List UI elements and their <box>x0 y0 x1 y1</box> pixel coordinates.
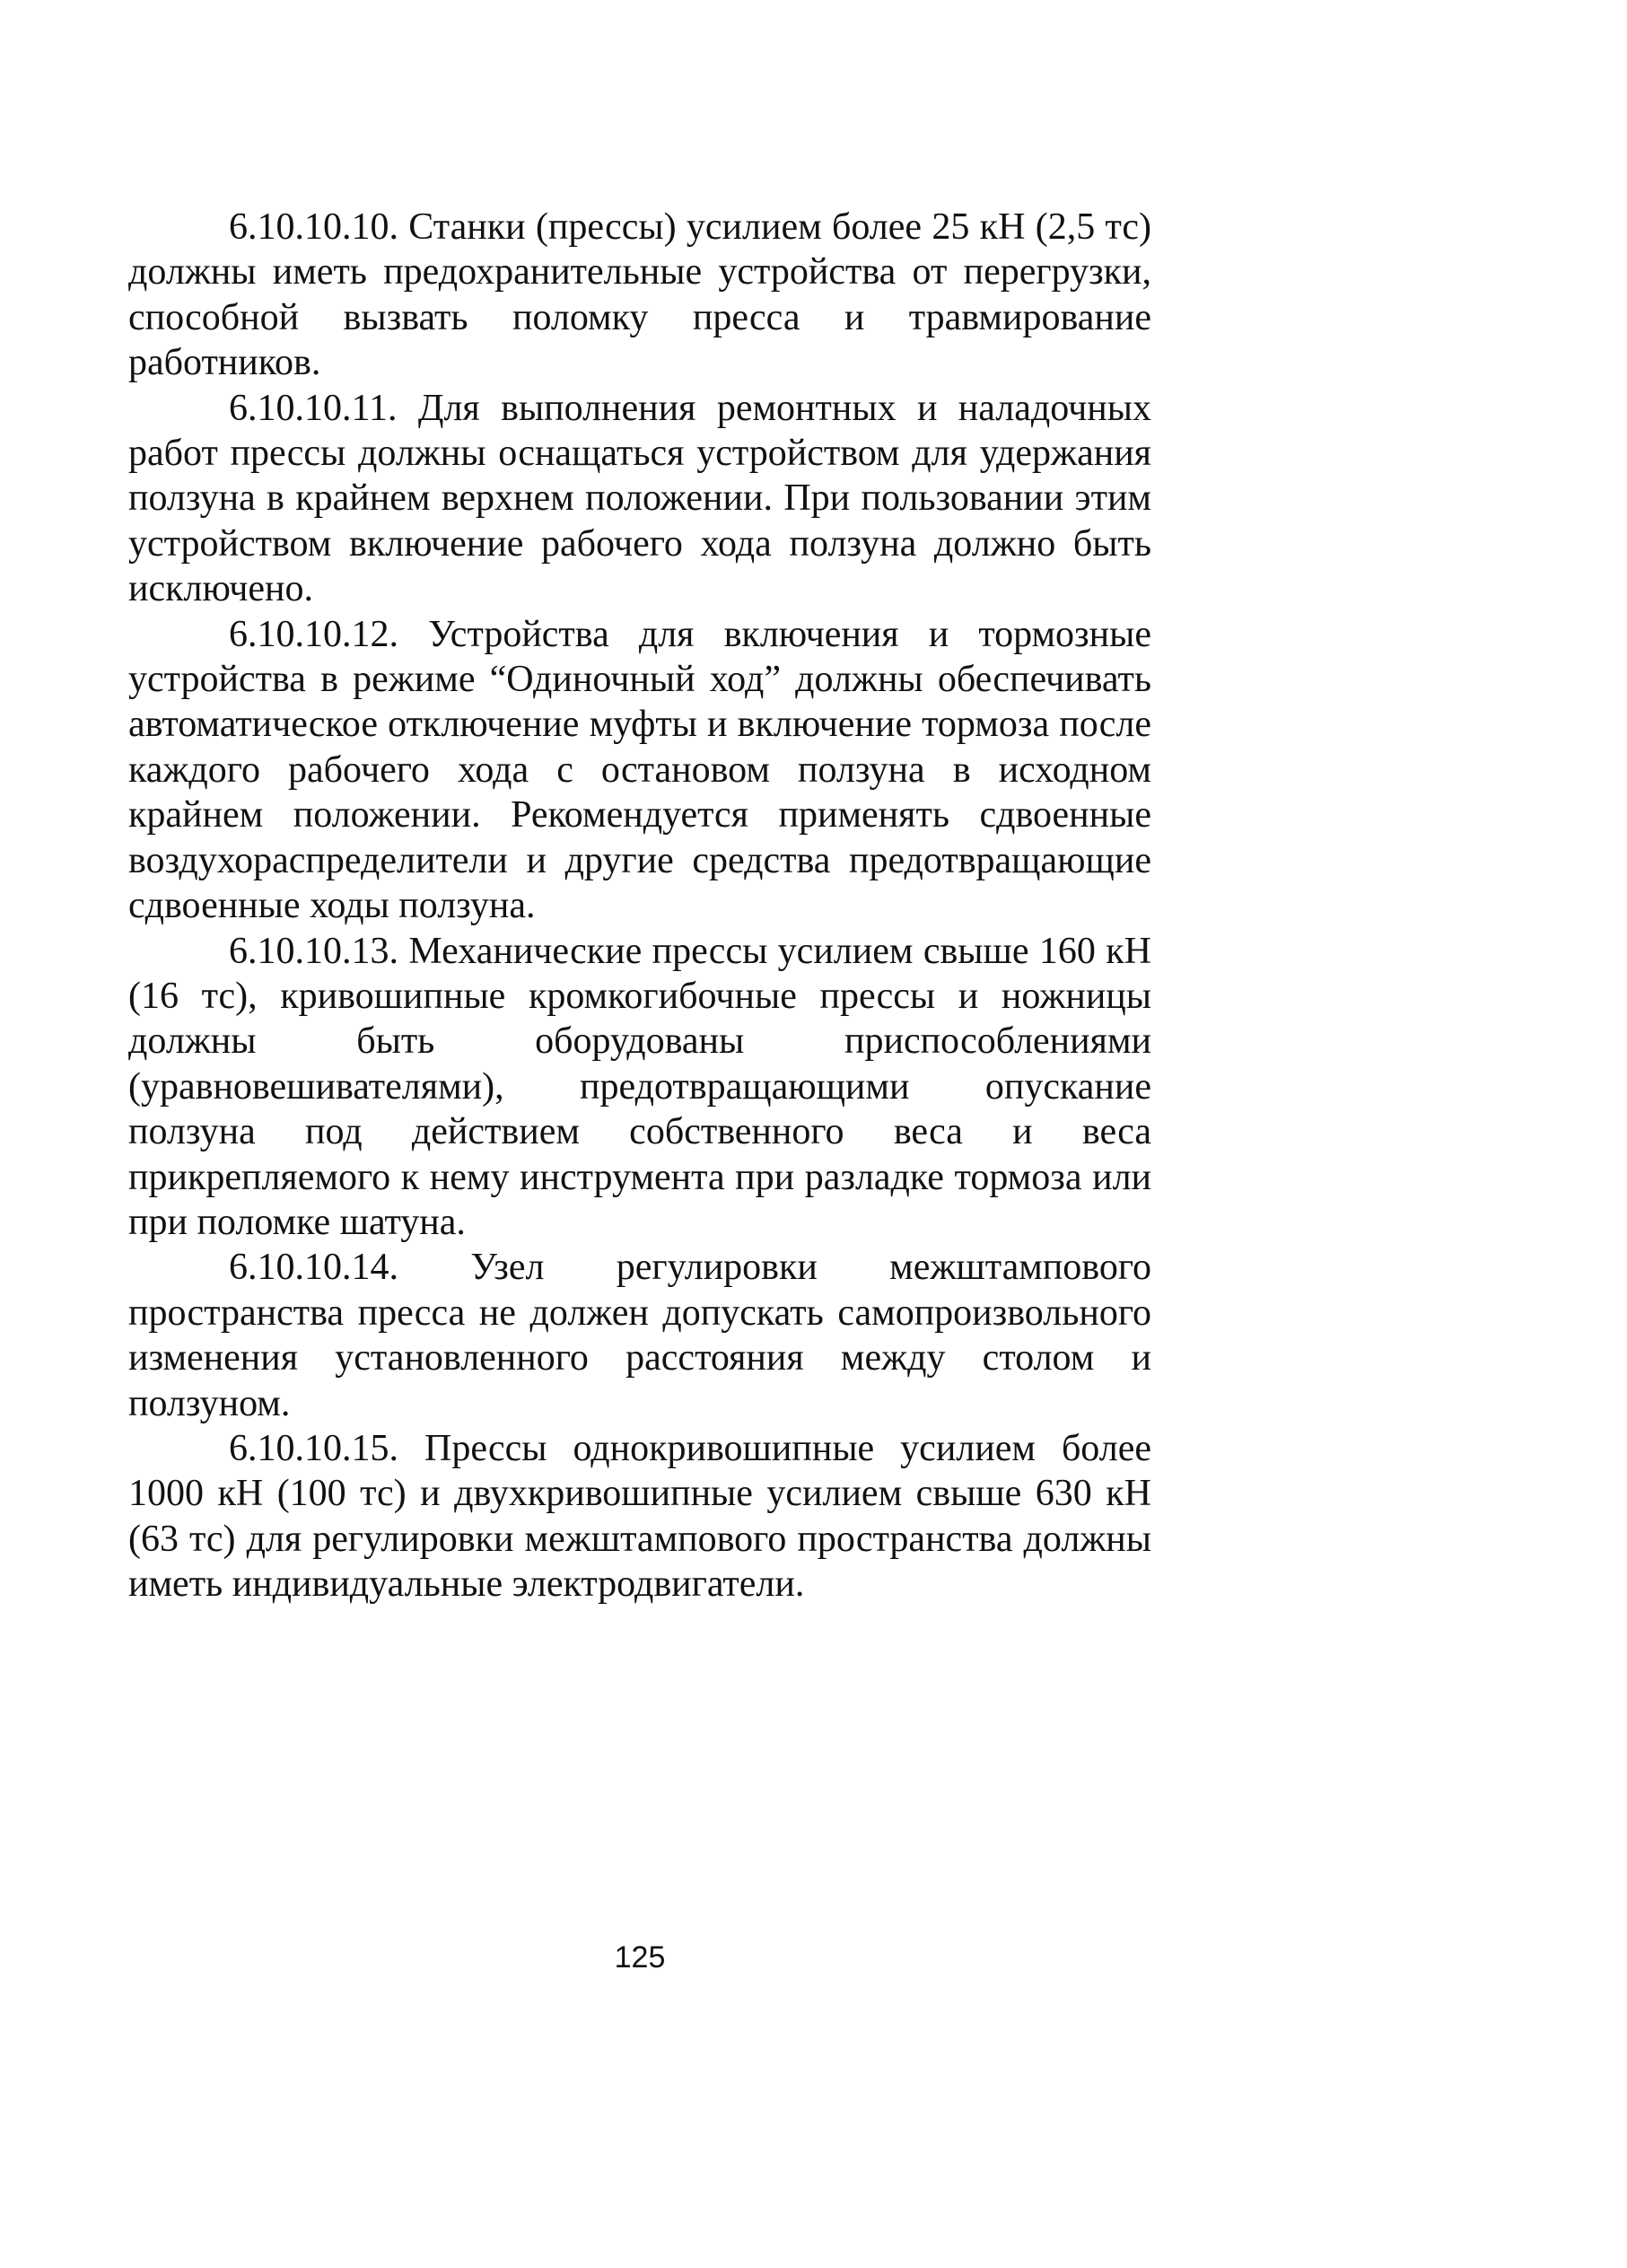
paragraph-6-10-10-14: 6.10.10.14. Узел регулировки межштампового пространства пресса не должен допускать самопроизвольного изменения установленного расстояния между столом и ползуном. <box>128 1247 1151 1424</box>
paragraph-6-10-10-12: 6.10.10.12. Устройства для включения и тормозные устройства в режиме “Одиночный ход” должны обеспечивать автоматическое отключение муфты и включение тормоза после каждого рабочего хода с остановом ползуна в исходном крайнем положении. Рекомендуется применять сдвоенные воздухораспределители и другие средства предотвращающие сдвоенные ходы ползуна. <box>128 613 1151 927</box>
paragraph-6-10-10-10: 6.10.10.10. Станки (прессы) усилием более 25 кН (2,5 тс) должны иметь предохранительные устройства от перегрузки, способной вызвать поломку пресса и травмирование работников. <box>128 206 1151 384</box>
paragraph-6-10-10-15: 6.10.10.15. Прессы однокривошипные усилием более 1000 кН (100 тс) и двухкривошипные усилием свыше 630 кН (63 тс) для регулировки межштампового пространства должны иметь индивидуальные электродвигатели. <box>128 1427 1151 1606</box>
paragraph-6-10-10-11: 6.10.10.11. Для выполнения ремонтных и наладочных работ прессы должны оснащаться устройством для удержания ползуна в крайнем верхнем положении. При пользовании этим устройством включение рабочего хода ползуна должно быть исключено. <box>128 387 1151 610</box>
paragraph-6-10-10-13: 6.10.10.13. Механические прессы усилием свыше 160 кН (16 тс), кривошипные кромкогибочные прессы и ножницы должны быть оборудованы приспособлениями (уравновешивателями), предотвращающими опускание ползуна под действием собственного веса и веса прикрепляемого к нему инструмента при разладке тормоза или при поломке шатуна. <box>128 930 1151 1243</box>
page-number: 125 <box>614 1940 666 1975</box>
body-text <box>128 205 1151 1607</box>
